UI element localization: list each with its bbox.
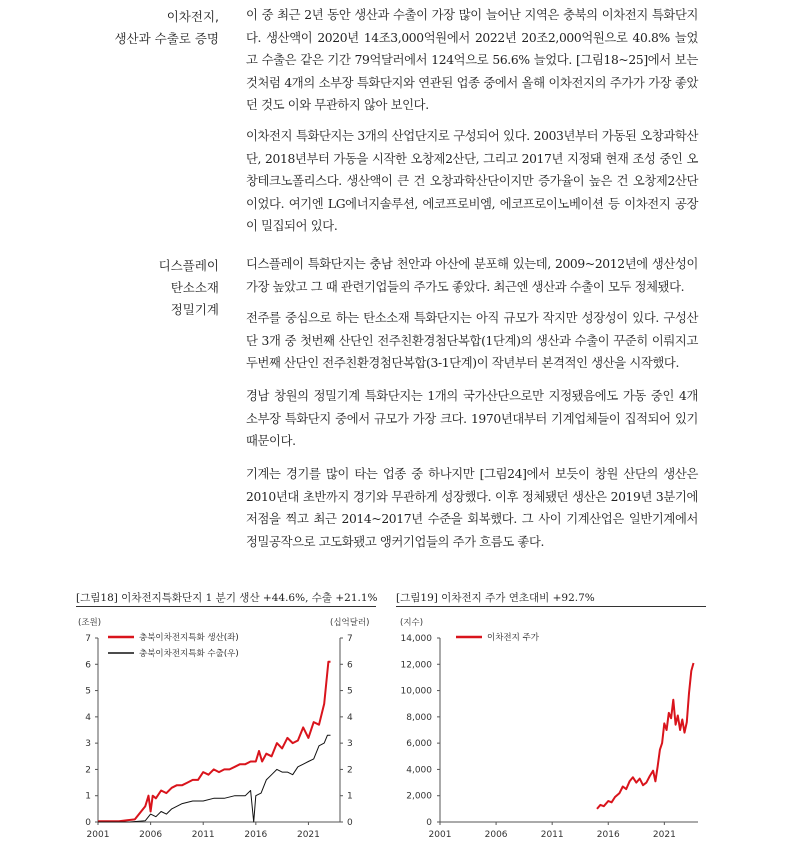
production-line bbox=[98, 662, 331, 822]
x-tick-label: 2001 bbox=[86, 830, 110, 840]
x-tick-label: 2011 bbox=[540, 830, 564, 840]
body-paragraph: 전주를 중심으로 하는 탄소소재 특화단지는 아직 규모가 작지만 성장성이 있다. 구성산단 3개 중 첫번째 산단인 전주친환경첨단복합(1단계)의 생산과 수출이 꾸준히 이뤄지고 두번째 산단인 전주친환경첨단복합(3-1단계)이 작년부터 본격적인 생산을 시작했다. bbox=[246, 311, 698, 370]
section-battery-heading bbox=[114, 6, 219, 50]
side-heading-line: 이차전지, bbox=[166, 9, 219, 24]
y-tick-label: 14,000 bbox=[400, 634, 432, 644]
y-axis-unit: (지수) bbox=[400, 618, 424, 628]
right-tick-label: 7 bbox=[347, 634, 353, 644]
figure-19-title: [그림19] 이차전지 주가 연초대비 +92.7% bbox=[396, 592, 595, 604]
left-tick-label: 3 bbox=[85, 739, 91, 750]
x-tick-label: 2006 bbox=[484, 830, 508, 840]
x-tick-label: 2006 bbox=[139, 830, 163, 840]
body-paragraph: 디스플레이 특화단지는 충남 천안과 아산에 분포해 있는데, 2009~2012년에 생산성이 가장 높았고 그 때 관련기업들의 주가도 좋았다. 최근엔 생산과 수출이 모두 정체됐다. bbox=[246, 257, 698, 294]
body-paragraph: 경남 창원의 정밀기계 특화단지는 1개의 국가산단으로만 지정됐음에도 가동 중인 4개 소부장 특화단지 중에서 규모가 가장 크다. 1970년대부터 기계업체들이 집적되어 있기 때문이다. bbox=[246, 389, 698, 448]
x-tick-label: 2021 bbox=[652, 830, 676, 840]
right-tick-label: 2 bbox=[347, 765, 353, 776]
left-tick-label: 4 bbox=[85, 712, 91, 723]
figure-19-chart bbox=[388, 610, 708, 842]
y-tick-label: 4,000 bbox=[406, 765, 432, 776]
right-axis-unit: (십억달러) bbox=[330, 618, 370, 628]
figure-18-title: [그림18] 이차전지특화단지 1 분기 생산 +44.6%, 수출 +21.1% bbox=[76, 592, 378, 604]
figure-19-rule bbox=[396, 606, 706, 607]
legend-label: 충북이차전지특화 생산(좌) bbox=[139, 633, 239, 643]
x-tick-label: 2016 bbox=[244, 830, 268, 840]
body-paragraph: 기계는 경기를 많이 타는 업종 중 하나지만 [그림24]에서 보듯이 창원 산단의 생산은 2010년대 초반까지 경기와 무관하게 성장했다. 이후 정체됐던 생산은 2019년 3분기에 저점을 찍고 최근 2014~2017년 수준을 회복했다. 그 사이 기계산업은 일반기계에서 정밀공작으로 고도화됐고 앵커기업들의 주가 흐름도 좋다. bbox=[246, 467, 698, 549]
left-tick-label: 2 bbox=[85, 765, 91, 776]
side-heading-line: 생산과 수출로 증명 bbox=[114, 31, 219, 46]
right-tick-label: 4 bbox=[347, 712, 353, 723]
body-paragraph: 이 중 최근 2년 동안 생산과 수출이 가장 많이 늘어난 지역은 충북의 이차전지 특화단지다. 생산액이 2020년 14조3,000억원에서 2022년 20조2,000억원으로 40.8% 늘었고 수출은 같은 기간 79억달러에서 124억으로 56.6% 늘었다. [그림18~25]에서 보는 것처럼 4개의 소부장 특화단지와 연관된 업종 중에서 올해 이차전지의 주가가 가장 좋았던 것도 이와 무관하지 않아 보인다. bbox=[246, 8, 698, 112]
y-tick-label: 6,000 bbox=[406, 739, 432, 750]
stock-price-line bbox=[597, 663, 694, 809]
right-tick-label: 1 bbox=[347, 791, 353, 802]
export-line bbox=[98, 735, 331, 822]
left-tick-label: 0 bbox=[85, 818, 91, 828]
y-tick-label: 12,000 bbox=[400, 660, 432, 671]
right-tick-label: 3 bbox=[347, 739, 353, 750]
right-tick-label: 6 bbox=[347, 660, 353, 671]
left-axis-unit: (조원) bbox=[78, 618, 102, 628]
y-tick-label: 2,000 bbox=[406, 791, 432, 802]
legend-label: 충북이차전지특화 수출(우) bbox=[139, 649, 239, 659]
left-tick-label: 1 bbox=[85, 791, 91, 802]
x-tick-label: 2001 bbox=[428, 830, 452, 840]
section-display-heading bbox=[159, 255, 219, 321]
figure-18-rule bbox=[76, 606, 376, 607]
left-tick-label: 6 bbox=[85, 660, 91, 671]
right-tick-label: 5 bbox=[347, 686, 353, 697]
y-tick-label: 8,000 bbox=[406, 712, 432, 723]
right-tick-label: 0 bbox=[347, 818, 353, 828]
left-tick-label: 7 bbox=[85, 634, 91, 644]
legend-label: 이차전지 주가 bbox=[487, 633, 539, 643]
x-tick-label: 2021 bbox=[296, 830, 320, 840]
x-tick-label: 2016 bbox=[596, 830, 620, 840]
y-tick-label: 10,000 bbox=[400, 686, 432, 697]
y-tick-label: 0 bbox=[426, 818, 432, 828]
figure-18-chart bbox=[68, 610, 378, 842]
side-heading-line: 정밀기계 bbox=[170, 302, 219, 317]
side-heading-line: 탄소소재 bbox=[170, 280, 219, 295]
body-paragraph: 이차전지 특화단지는 3개의 산업단지로 구성되어 있다. 2003년부터 가동된 오창과학산단, 2018년부터 가동을 시작한 오창제2산단, 그리고 2017년 지정돼 현재 조성 중인 오창테크노폴리스다. 생산액이 큰 건 오창과학산단이지만 증가율이 높은 건 오창제2산단이었다. 여기엔 LG에너지솔루션, 에코프로비엠, 에코프로이노베이션 등 이차전지 공장이 밀집되어 있다. bbox=[246, 129, 698, 233]
x-tick-label: 2011 bbox=[191, 830, 215, 840]
side-heading-line: 디스플레이 bbox=[158, 258, 219, 273]
left-tick-label: 5 bbox=[85, 686, 91, 697]
